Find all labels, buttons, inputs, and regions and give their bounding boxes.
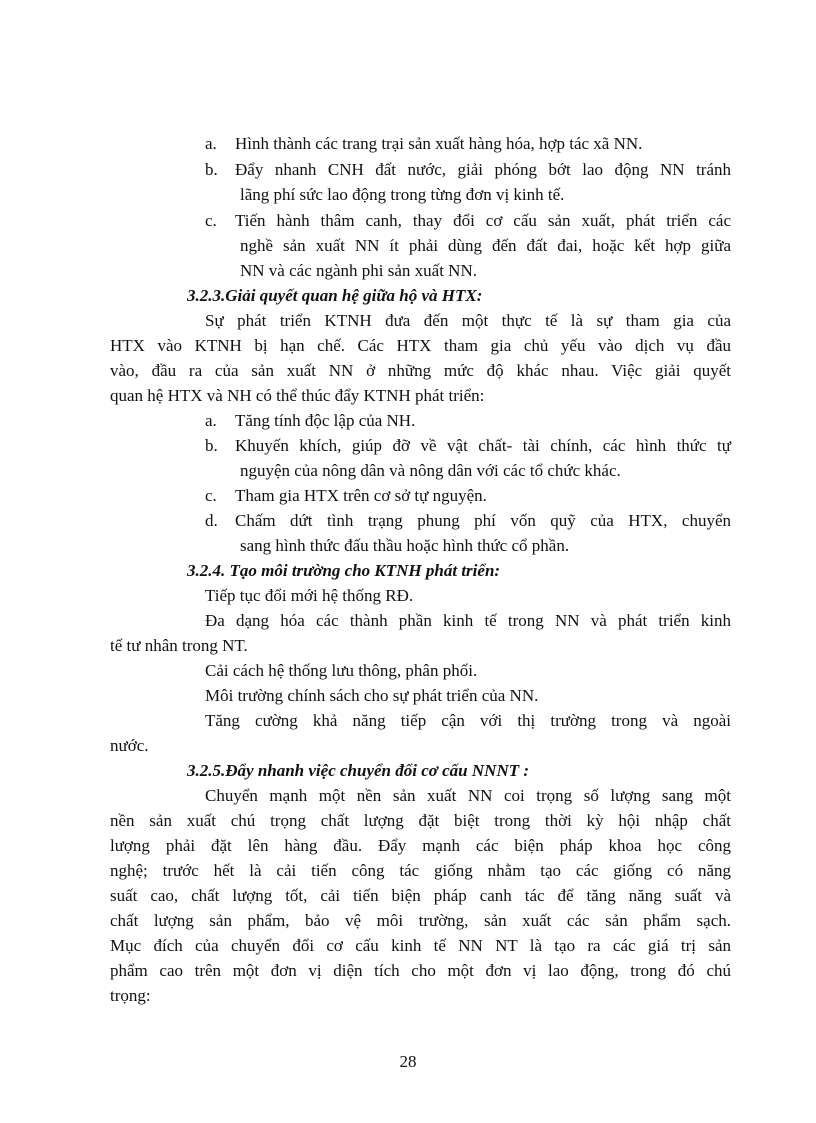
- paragraph-line: nghệ; trước hết là cải tiến công tác giống nhằm tạo các giống có năng: [110, 861, 731, 880]
- paragraph-line: suất cao, chất lượng tốt, cải tiến biện pháp canh tác để tăng năng suất và: [110, 886, 731, 905]
- list-text: Tham gia HTX trên cơ sở tự nguyện.: [235, 486, 487, 505]
- section-heading-3-2-5: 3.2.5.Đẩy nhanh việc chuyển đổi cơ cấu NNNT :: [187, 761, 530, 780]
- paragraph-line: phẩm cao trên một đơn vị diện tích cho một đơn vị lao động, trong đó chú: [110, 961, 731, 980]
- paragraph-line: Chuyển mạnh một nền sản xuất NN coi trọng số lượng sang một: [205, 786, 731, 805]
- paragraph-line: quan hệ HTX và NH có thể thúc đẩy KTNH phát triển:: [110, 386, 485, 405]
- list-marker: c.: [205, 211, 217, 230]
- section-heading-3-2-3: 3.2.3.Giải quyết quan hệ giữa hộ và HTX:: [187, 286, 483, 305]
- paragraph-line: lượng phải đặt lên hàng đầu. Đẩy mạnh các biện pháp khoa học công: [110, 836, 731, 855]
- list-marker: c.: [205, 486, 217, 505]
- list-text: Hình thành các trang trại sản xuất hàng hóa, hợp tác xã NN.: [235, 134, 643, 153]
- list-text: Tiến hành thâm canh, thay đổi cơ cấu sản xuất, phát triển các: [235, 211, 731, 230]
- list-marker: b.: [205, 160, 218, 179]
- list-marker: b.: [205, 436, 218, 455]
- paragraph-line: nước.: [110, 736, 149, 755]
- list-text: lãng phí sức lao động trong từng đơn vị kinh tế.: [240, 185, 565, 204]
- paragraph-line: Tăng cường khả năng tiếp cận với thị trường trong và ngoài: [205, 711, 731, 730]
- paragraph-line: trọng:: [110, 986, 151, 1005]
- list-marker: a.: [205, 134, 217, 153]
- paragraph-line: tế tư nhân trong NT.: [110, 636, 248, 655]
- paragraph-line: Mục đích của chuyển đổi cơ cấu kinh tế NN NT là tạo ra các giá trị sản: [110, 936, 731, 955]
- section-heading-3-2-4: 3.2.4. Tạo môi trường cho KTNH phát triển:: [187, 561, 501, 580]
- list-text: NN và các ngành phi sản xuất NN.: [240, 261, 477, 280]
- page-number: 28: [399, 1052, 417, 1071]
- paragraph-line: HTX vào KTNH bị hạn chế. Các HTX tham gia chủ yếu vào dịch vụ đầu: [110, 336, 731, 355]
- list-marker: a.: [205, 411, 217, 430]
- paragraph-line: Đa dạng hóa các thành phần kinh tế trong NN và phát triển kinh: [205, 611, 731, 630]
- paragraph-line: chất lượng sản phẩm, bảo vệ môi trường, sản xuất các sản phẩm sạch.: [110, 911, 731, 930]
- list-marker: d.: [205, 511, 218, 530]
- list-text: Tăng tính độc lập của NH.: [235, 411, 416, 430]
- list-text: Khuyến khích, giúp đỡ về vật chất- tài chính, các hình thức tự: [235, 436, 731, 455]
- paragraph-line: Môi trường chính sách cho sự phát triển của NN.: [205, 686, 539, 705]
- list-text: nghề sản xuất NN ít phải dùng đến đất đai, hoặc kết hợp giữa: [240, 236, 731, 255]
- paragraph-line: Tiếp tục đổi mới hệ thống RĐ.: [205, 586, 414, 605]
- paragraph-line: vào, đầu ra của sản xuất NN ở những mức độ khác nhau. Việc giải quyết: [110, 361, 731, 380]
- paragraph-line: Cải cách hệ thống lưu thông, phân phối.: [205, 661, 478, 680]
- paragraph-line: Sự phát triển KTNH đưa đến một thực tế là sự tham gia của: [205, 311, 731, 330]
- list-text: Đẩy nhanh CNH đất nước, giải phóng bớt lao động NN tránh: [235, 160, 731, 179]
- list-text: nguyện của nông dân và nông dân với các tổ chức khác.: [240, 461, 621, 480]
- list-text: sang hình thức đấu thầu hoặc hình thức cổ phần.: [240, 536, 570, 555]
- list-text: Chấm dứt tình trạng phung phí vốn quỹ của HTX, chuyển: [235, 511, 731, 530]
- paragraph-line: nền sản xuất chú trọng chất lượng đặt biệt trong thời kỳ hội nhập chất: [110, 811, 731, 830]
